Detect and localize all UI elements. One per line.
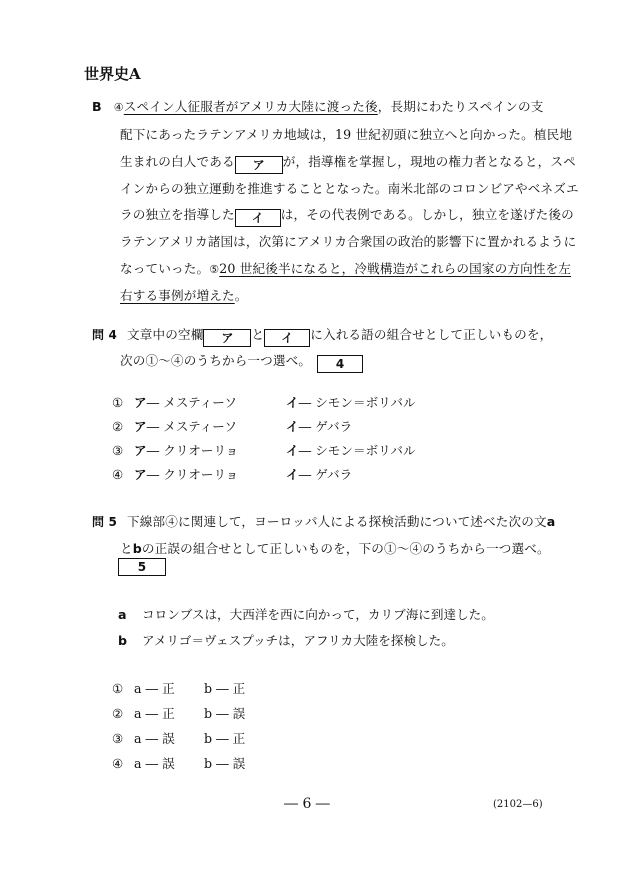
q5-text: と (120, 541, 133, 556)
subject-title: 世界史A (84, 65, 141, 83)
underlined-text-5-cont: 右する事例が増えた (120, 288, 235, 303)
passage-line-1 (92, 96, 543, 115)
passage-text: 生まれの白人である (120, 154, 235, 169)
answer-box-4: 4 (317, 355, 363, 373)
q5-option-1 (112, 678, 245, 697)
passage-text: 。 (234, 288, 248, 303)
passage-text: は，その代表例である。しかし，独立を遂げた後の (280, 207, 574, 222)
exam-code: (2102—6) (493, 799, 543, 810)
q4-text: 次の①～④のうちから一つ選べ。 (120, 353, 312, 368)
q5-option-4 (112, 753, 245, 772)
statement-text: コロンブスは，大西洋を西に向かって，カリブ海に到達した。 (142, 607, 494, 622)
option-key: ア (134, 419, 147, 434)
underline-marker-5: ⑤ (209, 263, 220, 276)
passage-line-8 (120, 285, 247, 304)
option-number: ② (112, 706, 124, 721)
option-number: ③ (112, 731, 124, 746)
q4-line-2 (120, 350, 363, 373)
option-key: ア (134, 395, 147, 410)
q5-text: の正誤の組合せとして正しいものを，下の①～④のうちから一つ選べ。 (141, 541, 550, 556)
underline-marker-4: ④ (113, 101, 124, 114)
option-value: ― クリオーリョ (146, 443, 239, 458)
q4-number: 問 4 (92, 328, 117, 342)
option-number: ① (112, 681, 124, 696)
statement-label: b (118, 633, 128, 648)
option-number: ④ (112, 467, 124, 482)
q5-answer-row (118, 556, 166, 576)
passage-label: B (92, 99, 102, 114)
option-value: ― ゲバラ (298, 419, 353, 434)
passage-line-6: ラテンアメリカ諸国は，次第にアメリカ合衆国の政治的影響下に置かれるように (120, 234, 577, 249)
passage-text: が，指導権を掌握し，現地の権力者となると，スペ (282, 154, 576, 169)
passage-text: なっていった。 (120, 261, 210, 276)
option-value: ― シモン＝ボリバル (298, 395, 416, 410)
q5-statement-a (118, 604, 494, 623)
q4-option-4 (112, 464, 352, 483)
q4-text: に入れる語の組合せとして正しいものを， (310, 327, 553, 342)
option-value: b ― 誤 (204, 706, 246, 721)
option-value: a ― 誤 (134, 731, 175, 746)
option-value: ― メスティーソ (146, 419, 237, 434)
q5-option-2 (112, 703, 245, 722)
q5-label-b: b (132, 541, 142, 556)
option-key: イ (286, 443, 299, 458)
q4-option-3 (112, 440, 416, 459)
option-key: イ (286, 467, 299, 482)
passage-text: ，長期にわたりスペインの支 (377, 99, 544, 114)
answer-box-5: 5 (118, 558, 166, 576)
blank-box-i: イ (235, 209, 281, 227)
q4-box-i: イ (264, 329, 310, 347)
q5-option-3 (112, 728, 245, 747)
q4-line-1 (92, 324, 552, 347)
option-value: b ― 誤 (204, 756, 246, 771)
q4-box-a: ア (203, 329, 251, 347)
passage-line-4: インからの独立運動を推進することとなった。南米北部のコロンビアやベネズエ (120, 181, 579, 196)
statement-text: アメリゴ＝ヴェスプッチは，アフリカ大陸を探検した。 (142, 633, 454, 648)
passage-line-2: 配下にあったラテンアメリカ地域は，19 世紀初頭に独立へと向かった。植民地 (120, 127, 573, 142)
option-number: ② (112, 419, 124, 434)
page-number: ― 6 ― (284, 796, 330, 812)
option-key: イ (286, 395, 299, 410)
option-number: ① (112, 395, 124, 410)
underlined-text-4: スペイン人征服者がアメリカ大陸に渡った後 (123, 99, 378, 114)
q4-text: と (251, 327, 265, 342)
blank-box-a: ア (235, 156, 283, 174)
option-value: ― クリオーリョ (146, 467, 239, 482)
underlined-text-5: 20 世紀後半になると，冷戦構造がこれらの国家の方向性を左 (219, 261, 572, 276)
option-key: ア (134, 443, 147, 458)
option-number: ④ (112, 756, 124, 771)
option-value: ― ゲバラ (298, 467, 353, 482)
option-value: ― メスティーソ (146, 395, 237, 410)
q5-label-a: a (546, 514, 556, 529)
option-key: イ (286, 419, 299, 434)
q4-option-1 (112, 392, 416, 411)
q4-option-2 (112, 416, 352, 435)
option-value: a ― 正 (134, 681, 175, 696)
statement-label: a (118, 607, 127, 622)
passage-line-7 (120, 258, 571, 277)
q4-text: 文章中の空欄 (126, 327, 204, 342)
passage-line-5 (120, 204, 574, 227)
q5-number: 問 5 (92, 515, 117, 529)
option-value: b ― 正 (204, 731, 246, 746)
passage-line-3 (120, 151, 576, 174)
q5-line-2 (120, 538, 550, 557)
option-value: a ― 正 (134, 706, 175, 721)
passage-text: ラの独立を指導した (120, 207, 235, 222)
q5-statement-b (118, 630, 454, 649)
option-value: b ― 正 (204, 681, 246, 696)
option-value: a ― 誤 (134, 756, 175, 771)
option-value: ― シモン＝ボリバル (298, 443, 416, 458)
q5-text: 下線部④に関連して，ヨーロッパ人による探検活動について述べた次の文 (126, 514, 547, 529)
option-key: ア (134, 467, 147, 482)
option-number: ③ (112, 443, 124, 458)
q5-line-1 (92, 511, 555, 530)
